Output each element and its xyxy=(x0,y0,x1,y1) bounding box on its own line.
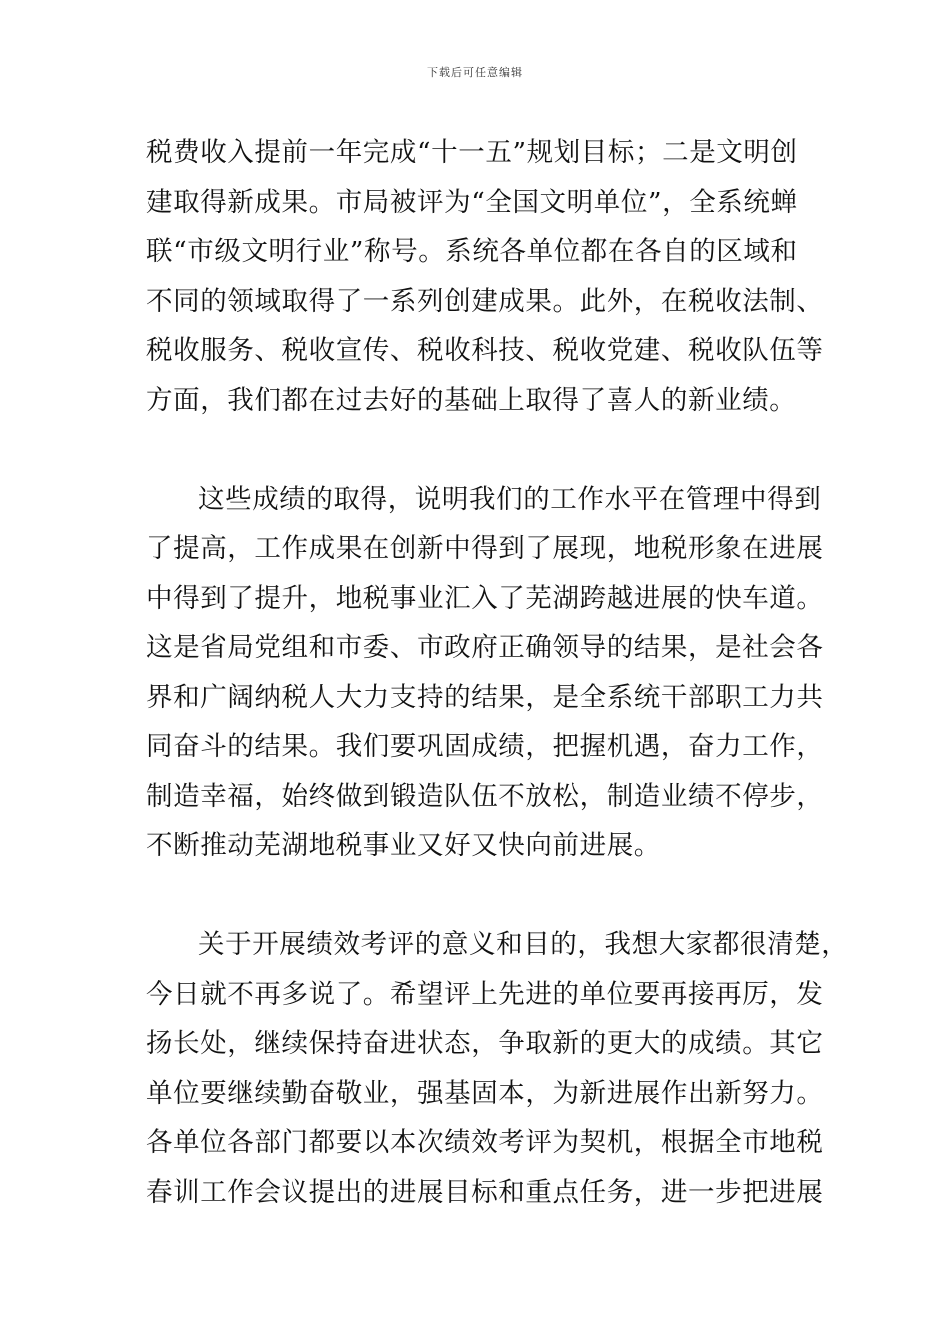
text-line: 税收服务、税收宣传、税收科技、税收党建、税收队伍等 xyxy=(146,335,824,366)
text-line: 各单位各部门都要以本次绩效考评为契机，根据全市地税 xyxy=(146,1127,824,1158)
text-line: 方面，我们都在过去好的基础上取得了喜人的新业绩。 xyxy=(146,384,797,416)
text-line: 界和广阔纳税人大力支持的结果，是全系统干部职工力共 xyxy=(146,681,824,713)
document-body xyxy=(146,128,849,1217)
text-line: 今日就不再多说了。希望评上先进的单位要再接再厉，发 xyxy=(146,978,824,1010)
text-line: 税费收入提前一年完成“十一五”规划目标；二是文明创 xyxy=(146,137,798,168)
paragraph-spacer xyxy=(146,425,816,475)
text-line: 这是省局党组和市委、市政府正确领导的结果，是社会各 xyxy=(146,632,824,663)
text-line: 制造幸福，始终做到锻造队伍不放松，制造业绩不停步， xyxy=(146,780,824,812)
text-line: 了提高，工作成果在创新中得到了展现，地税形象在进展 xyxy=(146,533,824,564)
text-line: 建取得新成果。市局被评为“全国文明单位”，全系统蝉 xyxy=(146,186,798,218)
text-line: 同奋斗的结果。我们要巩固成绩，把握机遇，奋力工作， xyxy=(146,731,824,762)
paragraph-1 xyxy=(146,128,824,425)
paragraph-spacer xyxy=(146,871,816,921)
text-line: 关于开展绩效考评的意义和目的，我想大家都很清楚， xyxy=(198,929,849,960)
text-line: 不同的领域取得了一系列创建成果。此外，在税收法制、 xyxy=(146,285,824,317)
page-header: 下载后可任意编辑 xyxy=(427,66,523,79)
text-line: 不断推动芜湖地税事业又好又快向前进展。 xyxy=(146,830,661,861)
paragraph-3 xyxy=(146,920,849,1217)
text-line: 扬长处，继续保持奋进状态，争取新的更大的成绩。其它 xyxy=(146,1028,824,1059)
text-line: 这些成绩的取得，说明我们的工作水平在管理中得到 xyxy=(198,483,822,515)
paragraph-2 xyxy=(146,475,824,871)
text-line: 单位要继续勤奋敬业，强基固本，为新进展作出新努力。 xyxy=(146,1077,824,1109)
text-line: 联“市级文明行业”称号。系统各单位都在各自的区域和 xyxy=(146,236,798,267)
text-line: 春训工作会议提出的进展目标和重点任务，进一步把进展 xyxy=(146,1176,824,1208)
text-line: 中得到了提升，地税事业汇入了芜湖跨越进展的快车道。 xyxy=(146,582,824,614)
